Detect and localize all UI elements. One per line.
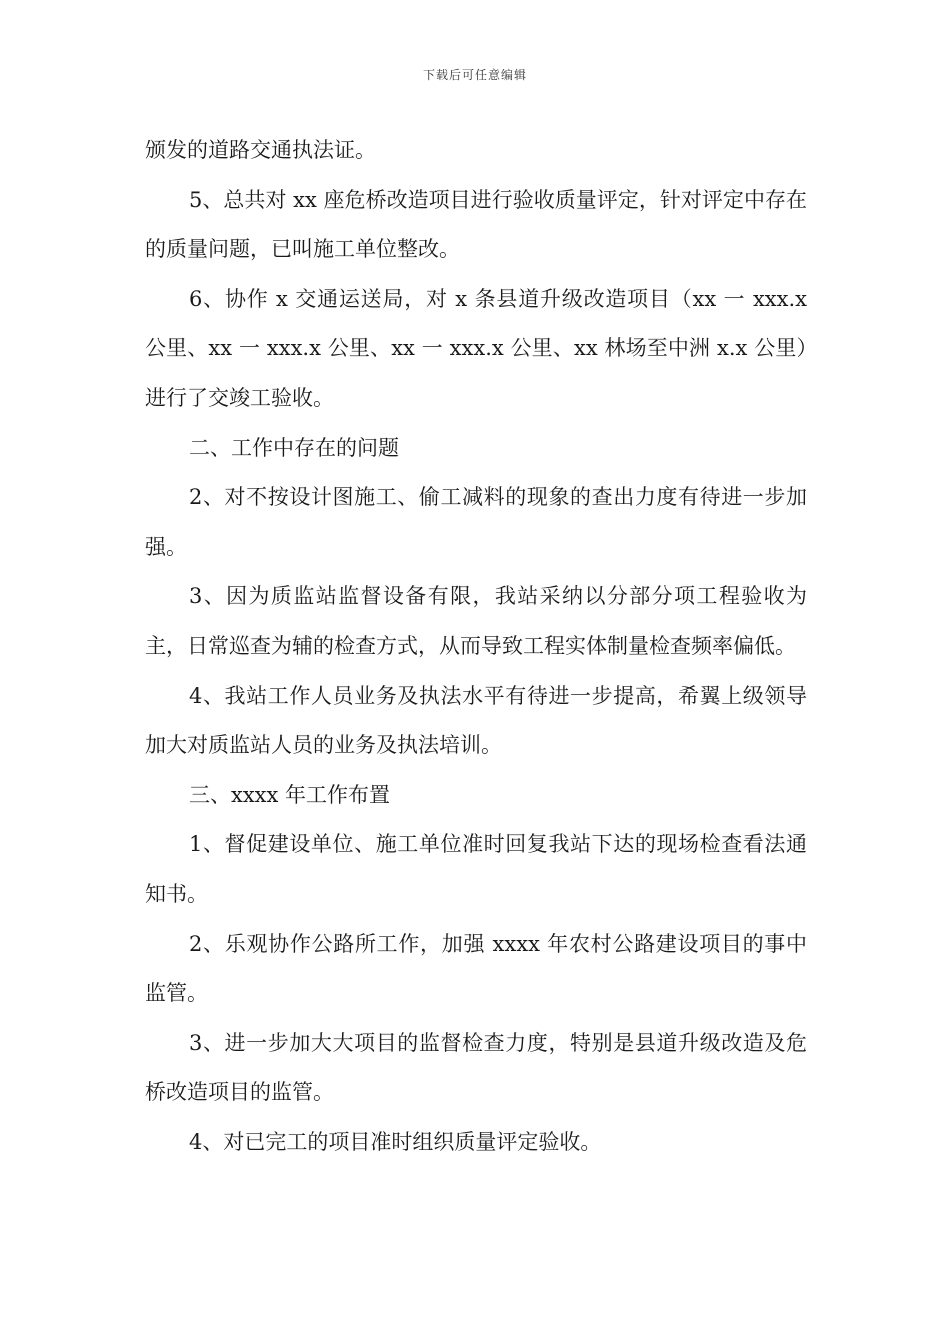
paragraph-7: 4、我站工作人员业务及执法水平有待进一步提高，希翼上级领导加大对质监站人员的业务及执法培训。 [145, 683, 807, 758]
page-header: 下载后可任意编辑 [422, 68, 527, 82]
document-body [145, 126, 807, 1167]
paragraph-12: 4、对已完工的项目准时组织质量评定验收。 [189, 1129, 602, 1154]
paragraph-6: 3、因为质监站监督设备有限，我站采纳以分部分项工程验收为主，日常巡查为辅的检查方式，从而导致工程实体制量检查频率偏低。 [145, 584, 807, 658]
section-heading-problems: 二、工作中存在的问题 [189, 435, 399, 460]
paragraph-1: 颁发的道路交通执法证。 [145, 138, 376, 162]
paragraph-9: 1、督促建设单位、施工单位准时回复我站下达的现场检查看法通知书。 [145, 832, 807, 906]
paragraph-5: 2、对不按设计图施工、偷工减料的现象的查出力度有待进一步加强。 [145, 485, 807, 559]
section-heading-plan: 三、xxxx 年工作布置 [189, 782, 391, 807]
paragraph-11: 3、进一步加大大项目的监督检查力度，特别是县道升级改造及危桥改造项目的监管。 [145, 1030, 807, 1105]
paragraph-3: 6、协作 x 交通运送局，对 x 条县道升级改造项目（xx 一 xxx.x 公里、xx 一 xxx.x 公里、xx 一 xxx.x 公里、xx 林场至中洲 x.x 公里）进行了交竣工验收。 [145, 286, 807, 410]
paragraph-2: 5、总共对 xx 座危桥改造项目进行验收质量评定，针对评定中存在的质量问题，已叫施工单位整改。 [145, 187, 807, 262]
paragraph-10: 2、乐观协作公路所工作，加强 xxxx 年农村公路建设项目的事中监管。 [145, 931, 807, 1006]
